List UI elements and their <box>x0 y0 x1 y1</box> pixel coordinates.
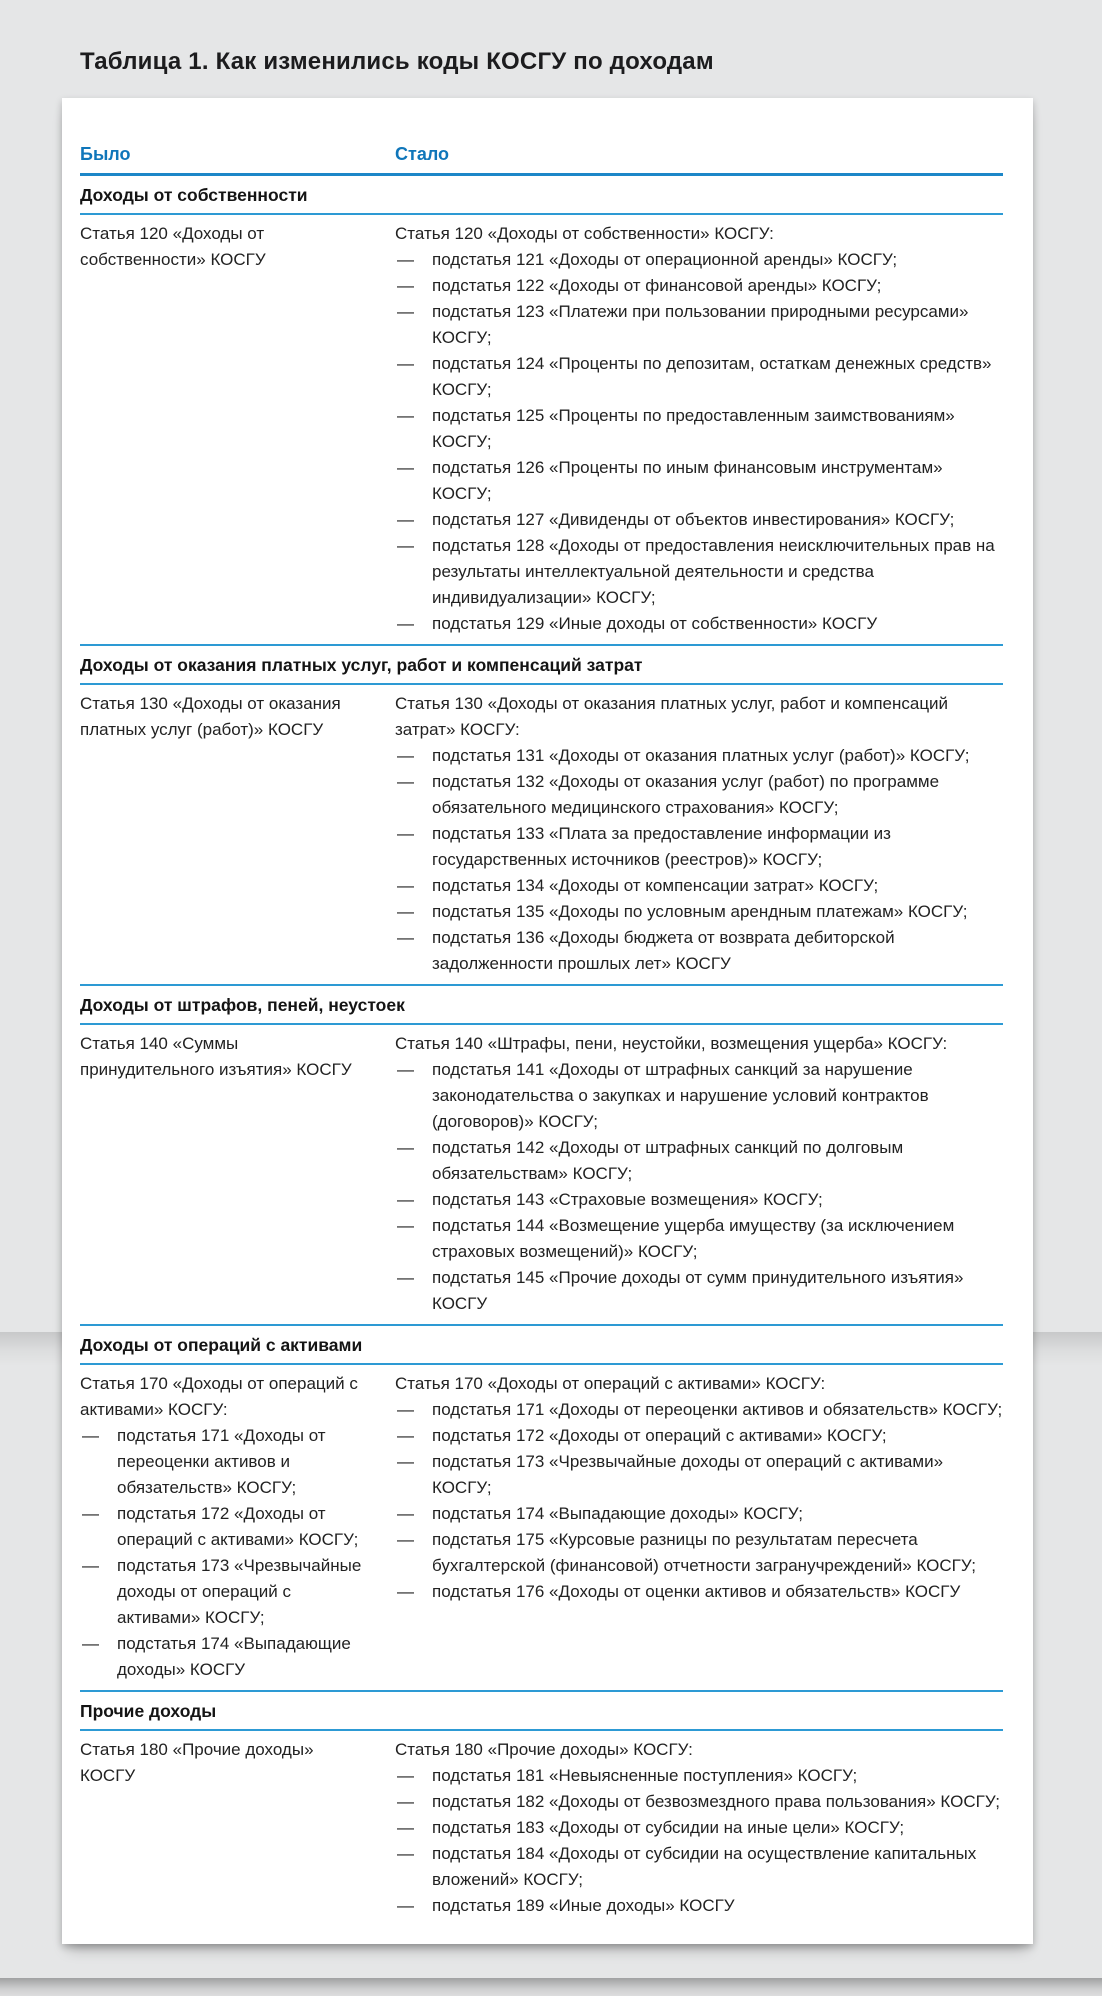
became-intro-text: Статья 130 «Доходы от оказания платных услуг, работ и компенсаций затрат» КОСГУ: <box>395 694 949 739</box>
became-cell <box>395 691 1003 977</box>
dash-marker: — <box>397 1504 414 1523</box>
list-item <box>395 247 1003 273</box>
dash-marker: — <box>397 772 414 791</box>
list-item-text: подстатья 171 «Доходы от переоценки активов и обязательств» КОСГУ; <box>117 1426 326 1497</box>
list-item-text: подстатья 145 «Прочие доходы от сумм принудительного изъятия» КОСГУ <box>432 1268 964 1313</box>
list-item-text: подстатья 175 «Курсовые разницы по результатам пересчета бухгалтерской (финансовой) отчетности загранучреждений» КОСГУ; <box>432 1530 977 1575</box>
column-header-was: Было <box>80 144 131 164</box>
was-substatement-list <box>80 1423 365 1683</box>
list-item <box>395 1213 1003 1265</box>
list-item-text: подстатья 129 «Иные доходы от собственности» КОСГУ <box>432 614 878 633</box>
list-item <box>395 1397 1003 1423</box>
dash-marker: — <box>397 354 414 373</box>
dash-marker: — <box>397 510 414 529</box>
dash-marker: — <box>397 746 414 765</box>
list-item <box>395 873 1003 899</box>
dash-marker: — <box>397 1530 414 1549</box>
list-item-text: подстатья 183 «Доходы от субсидии на иные цели» КОСГУ; <box>432 1818 905 1837</box>
list-item <box>80 1501 365 1553</box>
was-cell <box>80 1737 365 1919</box>
dash-marker: — <box>397 1896 414 1915</box>
list-item-text: подстатья 182 «Доходы от безвозмездного права пользования» КОСГУ; <box>432 1792 1000 1811</box>
list-item-text: подстатья 126 «Проценты по иным финансовым инструментам» КОСГУ; <box>432 458 943 503</box>
list-item-text: подстатья 181 «Невыясненные поступления» КОСГУ; <box>432 1766 858 1785</box>
list-item <box>395 1187 1003 1213</box>
dash-marker: — <box>397 1792 414 1811</box>
became-cell <box>395 1031 1003 1317</box>
dash-marker: — <box>397 902 414 921</box>
dash-marker: — <box>397 1452 414 1471</box>
was-cell <box>80 691 365 977</box>
was-cell <box>80 1031 365 1317</box>
list-item-text: подстатья 173 «Чрезвычайные доходы от операций с активами» КОСГУ; <box>432 1452 944 1497</box>
dash-marker: — <box>82 1426 99 1445</box>
dash-marker: — <box>397 824 414 843</box>
was-cell <box>80 1371 365 1683</box>
dash-marker: — <box>82 1634 99 1653</box>
list-item-text: подстатья 174 «Выпадающие доходы» КОСГУ; <box>432 1504 803 1523</box>
became-substatement-list <box>395 1397 1003 1605</box>
list-item <box>395 533 1003 611</box>
list-item <box>395 1579 1003 1605</box>
dash-marker: — <box>397 1190 414 1209</box>
section-row <box>80 1023 1003 1324</box>
list-item <box>395 1527 1003 1579</box>
section-header: Доходы от оказания платных услуг, работ и компенсаций затрат <box>80 644 1003 683</box>
dash-marker: — <box>82 1556 99 1575</box>
list-item-text: подстатья 134 «Доходы от компенсации затрат» КОСГУ; <box>432 876 879 895</box>
list-item <box>395 1763 1003 1789</box>
section-header: Доходы от штрафов, пеней, неустоек <box>80 984 1003 1023</box>
list-item-text: подстатья 135 «Доходы по условным арендным платежам» КОСГУ; <box>432 902 968 921</box>
list-item-text: подстатья 133 «Плата за предоставление информации из государственных источников (реестров)» КОСГУ; <box>432 824 891 869</box>
was-intro-text: Статья 120 «Доходы от собственности» КОСГУ <box>80 224 266 269</box>
list-item <box>395 1449 1003 1501</box>
dash-marker: — <box>397 876 414 895</box>
list-item <box>395 1789 1003 1815</box>
page-break-shadow-right <box>1033 1332 1102 1366</box>
list-item <box>80 1553 365 1631</box>
section-row <box>80 1729 1003 1926</box>
dash-marker: — <box>397 1844 414 1863</box>
became-substatement-list <box>395 1763 1003 1919</box>
list-item-text: подстатья 132 «Доходы от оказания услуг (работ) по программе обязательного медицинского страхования» КОСГУ; <box>432 772 940 817</box>
list-item-text: подстатья 136 «Доходы бюджета от возврата дебиторской задолженности прошлых лет» КОСГУ <box>432 928 895 973</box>
list-item-text: подстатья 172 «Доходы от операций с активами» КОСГУ; <box>117 1504 359 1549</box>
was-intro-text: Статья 130 «Доходы от оказания платных услуг (работ)» КОСГУ <box>80 694 341 739</box>
list-item-text: подстатья 144 «Возмещение ущерба имуществу (за исключением страховых возмещений)» КОСГУ; <box>432 1216 955 1261</box>
dash-marker: — <box>397 406 414 425</box>
became-cell <box>395 1371 1003 1683</box>
dash-marker: — <box>397 1268 414 1287</box>
table-header-row <box>80 144 1003 176</box>
dash-marker: — <box>397 1216 414 1235</box>
list-item-text: подстатья 143 «Страховые возмещения» КОСГУ; <box>432 1190 823 1209</box>
column-header-became: Стало <box>395 144 450 164</box>
dash-marker: — <box>82 1504 99 1523</box>
list-item <box>395 273 1003 299</box>
section-header: Доходы от операций с активами <box>80 1324 1003 1363</box>
list-item <box>395 611 1003 637</box>
became-substatement-list <box>395 1057 1003 1317</box>
became-cell <box>395 1737 1003 1919</box>
dash-marker: — <box>397 536 414 555</box>
dash-marker: — <box>397 276 414 295</box>
became-intro-text: Статья 170 «Доходы от операций с активами» КОСГУ: <box>395 1374 826 1393</box>
list-item-text: подстатья 189 «Иные доходы» КОСГУ <box>432 1896 735 1915</box>
section-row <box>80 683 1003 984</box>
was-intro-text: Статья 140 «Суммы принудительного изъятия» КОСГУ <box>80 1034 352 1079</box>
list-item-text: подстатья 174 «Выпадающие доходы» КОСГУ <box>117 1634 351 1679</box>
list-item <box>395 1135 1003 1187</box>
section-row <box>80 213 1003 644</box>
list-item <box>395 1501 1003 1527</box>
became-intro-text: Статья 120 «Доходы от собственности» КОСГУ: <box>395 224 774 243</box>
dash-marker: — <box>397 458 414 477</box>
list-item-text: подстатья 124 «Проценты по депозитам, остаткам денежных средств» КОСГУ; <box>432 354 992 399</box>
list-item-text: подстатья 122 «Доходы от финансовой аренды» КОСГУ; <box>432 276 882 295</box>
list-item <box>395 821 1003 873</box>
dash-marker: — <box>397 302 414 321</box>
list-item <box>395 1815 1003 1841</box>
list-item <box>395 299 1003 351</box>
list-item-text: подстатья 142 «Доходы от штрафных санкций по долговым обязательствам» КОСГУ; <box>432 1138 904 1183</box>
list-item <box>395 403 1003 455</box>
dash-marker: — <box>397 614 414 633</box>
dash-marker: — <box>397 1138 414 1157</box>
list-item <box>395 743 1003 769</box>
list-item-text: подстатья 128 «Доходы от предоставления неисключительных прав на результаты интеллектуальной деятельности и средства индивидуализации» КОСГУ; <box>432 536 995 607</box>
list-item <box>395 507 1003 533</box>
dash-marker: — <box>397 1426 414 1445</box>
became-substatement-list <box>395 743 1003 977</box>
list-item-text: подстатья 127 «Дивиденды от объектов инвестирования» КОСГУ; <box>432 510 955 529</box>
became-cell <box>395 221 1003 637</box>
list-item <box>395 1893 1003 1919</box>
dash-marker: — <box>397 1766 414 1785</box>
list-item-text: подстатья 121 «Доходы от операционной аренды» КОСГУ; <box>432 250 898 269</box>
page-title: Таблица 1. Как изменились коды КОСГУ по доходам <box>80 48 714 75</box>
list-item <box>80 1423 365 1501</box>
card-bottom-shadow <box>0 1978 1102 1996</box>
list-item-text: подстатья 176 «Доходы от оценки активов и обязательств» КОСГУ <box>432 1582 961 1601</box>
list-item-text: подстатья 184 «Доходы от субсидии на осуществление капитальных вложений» КОСГУ; <box>432 1844 977 1889</box>
was-intro-text: Статья 180 «Прочие доходы» КОСГУ <box>80 1740 314 1785</box>
list-item-text: подстатья 141 «Доходы от штрафных санкций за нарушение законодательства о закупках и нарушение условий контрактов (договоров)» КОСГУ; <box>432 1060 929 1131</box>
list-item-text: подстатья 172 «Доходы от операций с активами» КОСГУ; <box>432 1426 887 1445</box>
list-item <box>395 455 1003 507</box>
list-item <box>80 1631 365 1683</box>
table-card <box>62 98 1033 1944</box>
dash-marker: — <box>397 1400 414 1419</box>
list-item <box>395 769 1003 821</box>
list-item <box>395 899 1003 925</box>
section-header: Доходы от собственности <box>80 185 308 205</box>
dash-marker: — <box>397 1060 414 1079</box>
section-header: Прочие доходы <box>80 1690 1003 1729</box>
list-item <box>395 1423 1003 1449</box>
list-item-text: подстатья 125 «Проценты по предоставленным заимствованиям» КОСГУ; <box>432 406 955 451</box>
dash-marker: — <box>397 1818 414 1837</box>
was-intro-text: Статья 170 «Доходы от операций с активами» КОСГУ: <box>80 1374 358 1419</box>
page-break-shadow-left <box>0 1332 62 1366</box>
list-item <box>395 925 1003 977</box>
list-item <box>395 1841 1003 1893</box>
became-substatement-list <box>395 247 1003 637</box>
list-item-text: подстатья 173 «Чрезвычайные доходы от операций с активами» КОСГУ; <box>117 1556 362 1627</box>
list-item-text: подстатья 131 «Доходы от оказания платных услуг (работ)» КОСГУ; <box>432 746 970 765</box>
list-item <box>395 1057 1003 1135</box>
became-intro-text: Статья 180 «Прочие доходы» КОСГУ: <box>395 1740 693 1759</box>
dash-marker: — <box>397 250 414 269</box>
section-row <box>80 1363 1003 1690</box>
was-cell <box>80 221 365 637</box>
list-item <box>395 351 1003 403</box>
table-body <box>80 176 1003 1926</box>
became-intro-text: Статья 140 «Штрафы, пени, неустойки, возмещения ущерба» КОСГУ: <box>395 1034 948 1053</box>
list-item-text: подстатья 171 «Доходы от переоценки активов и обязательств» КОСГУ; <box>432 1400 1003 1419</box>
dash-marker: — <box>397 1582 414 1601</box>
list-item-text: подстатья 123 «Платежи при пользовании природными ресурсами» КОСГУ; <box>432 302 969 347</box>
list-item <box>395 1265 1003 1317</box>
dash-marker: — <box>397 928 414 947</box>
